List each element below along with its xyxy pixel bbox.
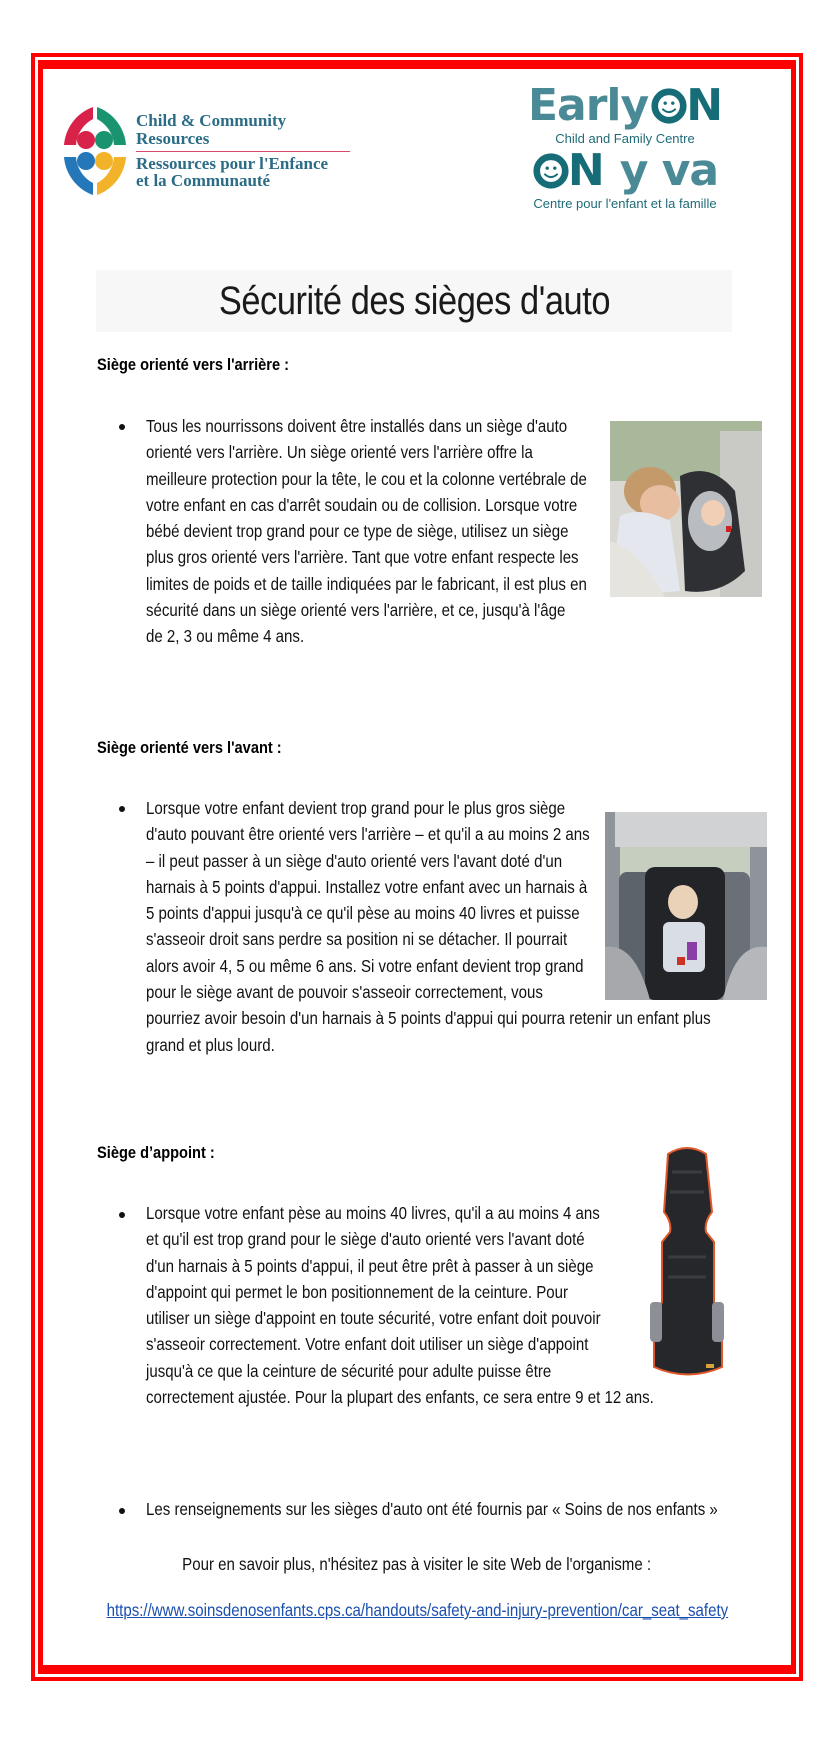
text-line: s'asseoir correctement. Votre enfant doit utiliser un siège d'appoint <box>146 1334 589 1355</box>
earlyon-subtitle-fr: Centre pour l'enfant et la famille <box>533 196 717 211</box>
text-line: Pour en savoir plus, n'hésitez pas à visiter le site Web de l'organisme : <box>182 1554 652 1574</box>
website-link-row <box>0 1600 834 1621</box>
text-line: alors avoir 4, 5 ou même 6 ans. Si votre enfant devient trop grand <box>146 955 584 976</box>
text-line: utiliser un siège d'appoint en toute sécurité, votre enfant doit pouvoir <box>146 1308 601 1329</box>
earlyon-subtitle-en: Child and Family Centre <box>555 131 695 146</box>
source-note <box>146 1496 718 1522</box>
forward-facing-seat-photo <box>605 812 767 1000</box>
text-line: pour le siège avant de pouvoir s'asseoir correctement, vous <box>146 982 543 1003</box>
text-line: d'un harnais à 5 points d'appui, il peut être prêt à passer à un siège <box>146 1255 594 1276</box>
bullet-icon <box>119 1508 125 1514</box>
text-line: sécurité dans un siège orienté vers l'arrière, et ce, jusqu'à l'âge <box>146 600 566 621</box>
section-heading-rear-facing: Siège orienté vers l'arrière : <box>97 355 290 374</box>
earlyon-logo <box>515 80 735 248</box>
text-line: s'asseoir droit sans perdre sa position ni se détacher. Il pourrait <box>146 929 568 950</box>
onyva-n: N <box>567 145 604 196</box>
text-line: et qu'il est trop grand pour le siège d'auto orienté vers l'avant doté <box>146 1229 585 1250</box>
website-link[interactable]: https://www.soinsdenosenfants.cps.ca/handouts/safety-and-injury-prevention/car_seat_safety <box>106 1600 728 1620</box>
text-line: orienté vers l'arrière. Un siège orienté vers l'arrière offre la <box>146 442 533 463</box>
text-line: limites de poids et de taille indiquées par le fabricant, il est plus en <box>146 573 587 594</box>
text-line: d'appoint qui permet le bon positionnement de la ceinture. Pour <box>146 1281 569 1302</box>
text-line: jusqu'à ce que la ceinture de sécurité pour adulte puisse être <box>146 1360 552 1381</box>
text-line: Les renseignements sur les sièges d'auto ont été fournis par « Soins de nos enfants » <box>146 1499 718 1519</box>
earlyon-n: N <box>686 80 723 131</box>
text-line: pourriez avoir besoin d'un harnais à 5 points d'appui qui pourra retenir un enfant plus <box>146 1008 711 1029</box>
text-line: d'auto pouvant être orienté vers l'arrière – et qu'il a au moins 2 ans <box>146 824 590 845</box>
more-info-text <box>0 1554 834 1575</box>
text-line: harnais à 5 points d'appui. Installez votre enfant avec un harnais à <box>146 876 588 897</box>
text-line: Lorsque votre enfant devient trop grand pour le plus gros siège <box>146 798 566 818</box>
text-line: – il peut passer à un siège d'auto orienté vers l'avant doté d'un <box>146 850 563 871</box>
section-heading-forward-facing: Siège orienté vers l'avant : <box>97 738 282 757</box>
booster-seat-photo <box>648 1142 726 1382</box>
text-line: 5 points d'appui jusqu'à ce qu'il pèse au moins 40 livres et puisse <box>146 903 580 924</box>
text-line: meilleure protection pour la tête, le cou et la colonne vertébrale de <box>146 468 587 489</box>
earlyon-word: Early <box>527 80 649 131</box>
smiley-icon <box>650 87 688 125</box>
text-line: de 2, 3 ou même 4 ans. <box>146 626 305 647</box>
text-line: plus gros orienté vers l'arrière. Tant que votre enfant respecte les <box>146 547 579 568</box>
ccr-name-fr-1: Ressources pour l'Enfance <box>136 153 329 173</box>
text-line: correctement ajustée. Pour la plupart des enfants, ce sera entre 9 et 12 ans. <box>146 1387 654 1408</box>
ccr-logo <box>60 98 350 204</box>
section-heading-booster: Siège d’appoint : <box>97 1143 215 1162</box>
text-line: grand et plus lourd. <box>146 1034 275 1055</box>
rear-facing-infant-seat-photo <box>610 421 762 597</box>
bullet-icon <box>119 424 125 430</box>
bullet-icon <box>119 806 125 812</box>
section-text-booster <box>146 1200 654 1410</box>
ccr-name-en: Child & Community Resources <box>136 112 350 152</box>
text-line: Tous les nourrissons doivent être installés dans un siège d'auto <box>146 416 568 436</box>
ccr-circle-icon <box>60 101 130 201</box>
smiley-icon <box>532 152 570 190</box>
onyva-word: y va <box>619 145 719 196</box>
text-line: votre enfant en cas d'arrêt soudain ou de collision. Lorsque votre <box>146 494 578 515</box>
page-title: Sécurité des sièges d'auto <box>218 278 610 323</box>
title-band <box>96 270 732 332</box>
text-line: bébé devient trop grand pour ce type de siège, utilisez un siège <box>146 521 569 542</box>
text-line: Lorsque votre enfant pèse au moins 40 livres, qu'il a au moins 4 ans <box>146 1203 600 1223</box>
section-text-rear-facing <box>146 413 587 650</box>
ccr-name-fr-2: et la Communauté <box>136 171 271 191</box>
bullet-icon <box>119 1212 125 1218</box>
